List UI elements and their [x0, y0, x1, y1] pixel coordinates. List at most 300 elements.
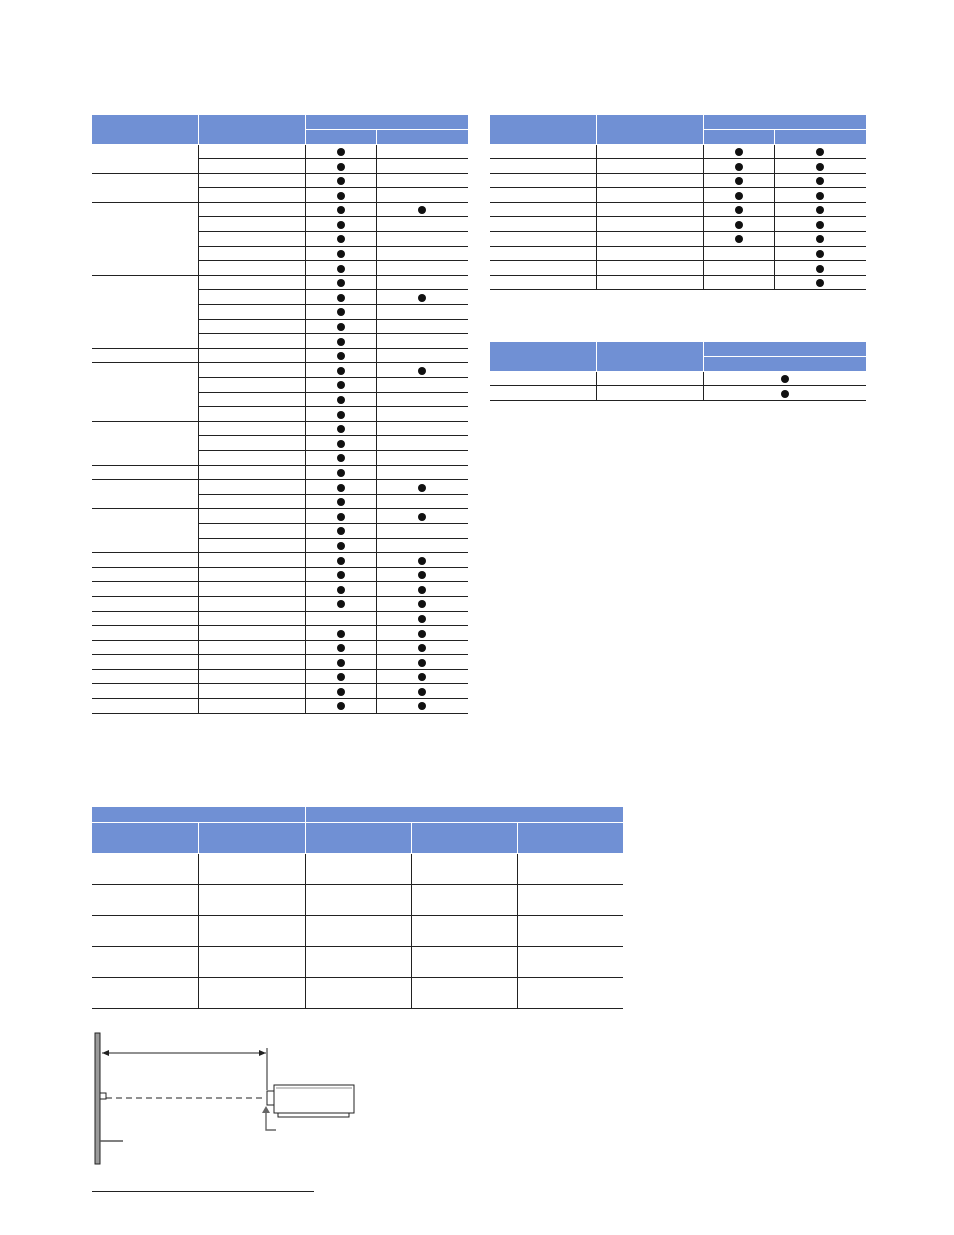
- mark-cell: [376, 392, 468, 407]
- mark-cell: [305, 202, 376, 217]
- header-cell-max: [411, 822, 517, 853]
- distance-value-cell: [517, 915, 623, 946]
- resolution-cell: [198, 348, 305, 363]
- supported-dot-icon: [337, 644, 345, 652]
- distance-value-cell: [92, 853, 198, 884]
- mark-cell: [305, 188, 376, 203]
- table-row: [92, 596, 468, 611]
- distance-value-cell: [305, 915, 411, 946]
- mark-cell: [376, 378, 468, 393]
- resolution-cell: [198, 202, 305, 217]
- signal-name-cell: [92, 363, 198, 421]
- supported-dot-icon: [816, 250, 824, 258]
- table-row: [92, 611, 468, 626]
- signal-name-cell: [92, 582, 198, 597]
- signal-name-cell: [490, 173, 596, 188]
- header-cell-signal: [490, 342, 596, 371]
- mark-cell: [376, 596, 468, 611]
- supported-dot-icon: [337, 192, 345, 200]
- resolution-cell: [198, 159, 305, 174]
- mark-cell: [305, 232, 376, 247]
- distance-value-cell: [198, 884, 305, 915]
- mark-cell: [376, 582, 468, 597]
- supported-dot-icon: [337, 177, 345, 185]
- mark-cell: [376, 319, 468, 334]
- signal-name-cell: [92, 611, 198, 626]
- header-cell-resolution: [596, 115, 703, 144]
- table-row: [490, 144, 866, 159]
- distance-value-cell: [517, 946, 623, 977]
- table-row: [92, 977, 623, 1008]
- supported-dot-icon: [418, 571, 426, 579]
- mark-cell: [305, 494, 376, 509]
- mark-cell: [305, 378, 376, 393]
- supported-dot-icon: [337, 498, 345, 506]
- header-cell-diagonal: [92, 822, 198, 853]
- mark-cell: [305, 173, 376, 188]
- distance-value-cell: [305, 946, 411, 977]
- signal-name-cell: [92, 509, 198, 553]
- mark-cell: [305, 246, 376, 261]
- resolution-cell: [198, 567, 305, 582]
- resolution-cell: [198, 596, 305, 611]
- supported-dot-icon: [337, 659, 345, 667]
- supported-dot-icon: [816, 177, 824, 185]
- table-row: [490, 386, 866, 401]
- mark-cell: [703, 232, 774, 247]
- header-cell-input: [305, 115, 468, 129]
- supported-dot-icon: [337, 688, 345, 696]
- table-row: [92, 421, 468, 436]
- mark-cell: [305, 319, 376, 334]
- resolution-cell: [198, 582, 305, 597]
- mark-cell: [376, 509, 468, 524]
- supported-dot-icon: [337, 484, 345, 492]
- distance-value-cell: [198, 977, 305, 1008]
- supported-dot-icon: [337, 411, 345, 419]
- mark-cell: [376, 699, 468, 714]
- signal-name-cell: [92, 275, 198, 348]
- table-row: [92, 553, 468, 568]
- distance-value-cell: [411, 977, 517, 1008]
- table-row: [92, 946, 623, 977]
- table-row: [92, 884, 623, 915]
- supported-dot-icon: [337, 600, 345, 608]
- resolution-cell: [198, 436, 305, 451]
- distance-value-cell: [411, 946, 517, 977]
- table-row: [490, 246, 866, 261]
- table-body: [92, 144, 468, 713]
- distance-value-cell: [198, 853, 305, 884]
- supported-dot-icon: [337, 440, 345, 448]
- signal-name-cell: [92, 348, 198, 363]
- table-row: [490, 159, 866, 174]
- resolution-cell: [198, 378, 305, 393]
- mark-cell: [376, 305, 468, 320]
- signal-name-cell: [92, 421, 198, 465]
- table-body: [92, 853, 623, 1008]
- table-header: [92, 115, 468, 144]
- mark-cell: [305, 523, 376, 538]
- supported-dot-icon: [418, 586, 426, 594]
- supported-dot-icon: [337, 367, 345, 375]
- table-body: [490, 371, 866, 400]
- table-row: [92, 655, 468, 670]
- supported-dot-icon: [337, 396, 345, 404]
- screen-center-mark: [100, 1093, 106, 1099]
- mark-cell: [376, 436, 468, 451]
- mark-cell: [703, 275, 774, 290]
- distance-arrow-head-right: [259, 1050, 266, 1056]
- mark-cell: [305, 305, 376, 320]
- mark-cell: [376, 611, 468, 626]
- distance-value-cell: [198, 915, 305, 946]
- resolution-cell: [198, 407, 305, 422]
- mark-cell: [305, 553, 376, 568]
- resolution-cell: [198, 261, 305, 276]
- mark-cell: [305, 684, 376, 699]
- mark-cell: [376, 159, 468, 174]
- resolution-cell: [198, 655, 305, 670]
- signal-name-cell: [92, 669, 198, 684]
- supported-dot-icon: [735, 192, 743, 200]
- supported-dot-icon: [418, 484, 426, 492]
- table-row: [490, 261, 866, 276]
- resolution-cell: [596, 202, 703, 217]
- mark-cell: [305, 290, 376, 305]
- resolution-cell: [198, 275, 305, 290]
- table-row: [92, 915, 623, 946]
- mark-cell: [703, 144, 774, 159]
- supported-dot-icon: [337, 206, 345, 214]
- resolution-cell: [596, 275, 703, 290]
- mark-cell: [305, 626, 376, 641]
- mark-cell: [305, 407, 376, 422]
- resolution-cell: [596, 232, 703, 247]
- supported-dot-icon: [735, 235, 743, 243]
- mark-cell: [305, 217, 376, 232]
- mark-cell: [774, 232, 866, 247]
- supported-dot-icon: [337, 323, 345, 331]
- mark-cell: [305, 334, 376, 349]
- resolution-cell: [198, 523, 305, 538]
- resolution-cell: [596, 188, 703, 203]
- mark-cell: [703, 386, 866, 401]
- distance-value-cell: [411, 853, 517, 884]
- supported-dot-icon: [337, 352, 345, 360]
- supported-dot-icon: [781, 390, 789, 398]
- mark-cell: [305, 538, 376, 553]
- table-row: [92, 699, 468, 714]
- supported-dot-icon: [735, 148, 743, 156]
- mark-cell: [305, 261, 376, 276]
- distance-value-cell: [411, 915, 517, 946]
- resolution-cell: [596, 159, 703, 174]
- mark-cell: [376, 275, 468, 290]
- distance-value-cell: [411, 884, 517, 915]
- supported-dot-icon: [735, 221, 743, 229]
- header-cell-input-b: [774, 129, 866, 144]
- projector-body-shape: [274, 1085, 354, 1113]
- mark-cell: [774, 173, 866, 188]
- supported-dot-icon: [418, 513, 426, 521]
- supported-dot-icon: [337, 279, 345, 287]
- resolution-cell: [198, 246, 305, 261]
- supported-dot-icon: [735, 206, 743, 214]
- mark-cell: [305, 669, 376, 684]
- signal-compatibility-table-small: [490, 342, 866, 401]
- table-row: [92, 480, 468, 495]
- mark-cell: [703, 217, 774, 232]
- screen-shape: [95, 1033, 100, 1164]
- supported-dot-icon: [418, 630, 426, 638]
- signal-name-cell: [490, 261, 596, 276]
- header-cell-height-offset: [517, 822, 623, 853]
- signal-name-cell: [490, 202, 596, 217]
- mark-cell: [376, 261, 468, 276]
- header-cell-screen-size: [92, 807, 305, 822]
- supported-dot-icon: [337, 586, 345, 594]
- supported-dot-icon: [337, 513, 345, 521]
- table-row: [92, 640, 468, 655]
- signal-name-cell: [490, 275, 596, 290]
- header-cell-input-a: [703, 129, 774, 144]
- resolution-cell: [198, 188, 305, 203]
- projector-lens-shape: [267, 1091, 274, 1105]
- resolution-cell: [198, 450, 305, 465]
- supported-dot-icon: [816, 221, 824, 229]
- table-row: [92, 173, 468, 188]
- supported-dot-icon: [337, 148, 345, 156]
- mark-cell: [305, 480, 376, 495]
- mark-cell: [305, 640, 376, 655]
- distance-arrow-head-left: [102, 1050, 109, 1056]
- mark-cell: [376, 421, 468, 436]
- resolution-cell: [198, 699, 305, 714]
- resolution-cell: [198, 669, 305, 684]
- mark-cell: [376, 523, 468, 538]
- distance-value-cell: [517, 977, 623, 1008]
- mark-cell: [703, 188, 774, 203]
- resolution-cell: [198, 392, 305, 407]
- mark-cell: [703, 261, 774, 276]
- mark-cell: [774, 188, 866, 203]
- table-row: [92, 626, 468, 641]
- signal-name-cell: [92, 173, 198, 202]
- supported-dot-icon: [337, 250, 345, 258]
- signal-name-cell: [92, 626, 198, 641]
- mark-cell: [305, 159, 376, 174]
- supported-dot-icon: [418, 673, 426, 681]
- supported-dot-icon: [418, 659, 426, 667]
- supported-dot-icon: [816, 206, 824, 214]
- supported-dot-icon: [337, 673, 345, 681]
- resolution-cell: [198, 334, 305, 349]
- signal-name-cell: [92, 465, 198, 480]
- resolution-cell: [198, 173, 305, 188]
- signal-name-cell: [92, 202, 198, 275]
- mark-cell: [376, 450, 468, 465]
- mark-cell: [774, 217, 866, 232]
- supported-dot-icon: [337, 294, 345, 302]
- resolution-cell: [198, 684, 305, 699]
- supported-dot-icon: [337, 338, 345, 346]
- supported-dot-icon: [781, 375, 789, 383]
- supported-dot-icon: [418, 702, 426, 710]
- resolution-cell: [198, 553, 305, 568]
- mark-cell: [305, 655, 376, 670]
- table-row: [490, 371, 866, 386]
- projection-distance-diagram: [90, 1030, 370, 1170]
- resolution-cell: [596, 371, 703, 386]
- table-header: [490, 342, 866, 371]
- signal-name-cell: [490, 386, 596, 401]
- supported-dot-icon: [816, 163, 824, 171]
- mark-cell: [305, 275, 376, 290]
- table-row: [92, 853, 623, 884]
- supported-dot-icon: [418, 367, 426, 375]
- mark-cell: [305, 436, 376, 451]
- signal-name-cell: [490, 217, 596, 232]
- resolution-cell: [198, 480, 305, 495]
- header-cell-min: [305, 822, 411, 853]
- signal-name-cell: [490, 159, 596, 174]
- supported-dot-icon: [337, 308, 345, 316]
- signal-name-cell: [490, 232, 596, 247]
- distance-value-cell: [92, 915, 198, 946]
- resolution-cell: [198, 232, 305, 247]
- resolution-cell: [596, 261, 703, 276]
- mark-cell: [376, 626, 468, 641]
- resolution-cell: [198, 494, 305, 509]
- resolution-cell: [198, 363, 305, 378]
- signal-name-cell: [490, 188, 596, 203]
- distance-value-cell: [198, 946, 305, 977]
- mark-cell: [305, 596, 376, 611]
- signal-name-cell: [92, 640, 198, 655]
- header-cell-input-b: [376, 129, 468, 144]
- supported-dot-icon: [735, 163, 743, 171]
- footnote-rule: [92, 1191, 314, 1192]
- table-row: [92, 567, 468, 582]
- supported-dot-icon: [418, 688, 426, 696]
- mark-cell: [774, 261, 866, 276]
- supported-dot-icon: [337, 221, 345, 229]
- resolution-cell: [198, 305, 305, 320]
- signal-name-cell: [92, 596, 198, 611]
- mark-cell: [305, 392, 376, 407]
- resolution-cell: [198, 509, 305, 524]
- mark-cell: [774, 159, 866, 174]
- resolution-cell: [596, 144, 703, 159]
- table-row: [92, 348, 468, 363]
- distance-value-cell: [305, 853, 411, 884]
- lens-indicator-arrow-head: [262, 1106, 270, 1113]
- mark-cell: [376, 407, 468, 422]
- supported-dot-icon: [337, 571, 345, 579]
- distance-value-cell: [92, 884, 198, 915]
- table-row: [490, 217, 866, 232]
- signal-name-cell: [92, 553, 198, 568]
- mark-cell: [305, 567, 376, 582]
- mark-cell: [376, 567, 468, 582]
- header-cell-input: [703, 115, 866, 129]
- mark-cell: [376, 669, 468, 684]
- mark-cell: [376, 246, 468, 261]
- mark-cell: [703, 371, 866, 386]
- mark-cell: [376, 684, 468, 699]
- mark-cell: [376, 655, 468, 670]
- signal-name-cell: [490, 144, 596, 159]
- mark-cell: [376, 640, 468, 655]
- table-row: [92, 465, 468, 480]
- supported-dot-icon: [337, 163, 345, 171]
- mark-cell: [305, 699, 376, 714]
- distance-value-cell: [92, 977, 198, 1008]
- supported-dot-icon: [337, 235, 345, 243]
- header-cell-input-a: [703, 356, 866, 371]
- header-cell-width-height: [198, 822, 305, 853]
- header-cell-input-a: [305, 129, 376, 144]
- mark-cell: [376, 465, 468, 480]
- supported-dot-icon: [418, 600, 426, 608]
- table-row: [92, 582, 468, 597]
- resolution-cell: [198, 626, 305, 641]
- supported-dot-icon: [735, 177, 743, 185]
- resolution-cell: [198, 290, 305, 305]
- resolution-cell: [198, 611, 305, 626]
- mark-cell: [305, 421, 376, 436]
- resolution-cell: [198, 319, 305, 334]
- table-row: [490, 173, 866, 188]
- mark-cell: [376, 334, 468, 349]
- mark-cell: [376, 538, 468, 553]
- mark-cell: [774, 246, 866, 261]
- mark-cell: [305, 144, 376, 159]
- mark-cell: [703, 246, 774, 261]
- distance-value-cell: [305, 884, 411, 915]
- resolution-cell: [198, 640, 305, 655]
- header-cell-distance: [305, 807, 623, 822]
- resolution-cell: [596, 173, 703, 188]
- resolution-cell: [596, 246, 703, 261]
- supported-dot-icon: [816, 265, 824, 273]
- mark-cell: [376, 348, 468, 363]
- supported-dot-icon: [816, 192, 824, 200]
- mark-cell: [376, 290, 468, 305]
- supported-dot-icon: [418, 557, 426, 565]
- header-cell-resolution: [596, 342, 703, 371]
- distance-value-cell: [517, 884, 623, 915]
- mark-cell: [305, 611, 376, 626]
- header-cell-signal: [92, 115, 198, 144]
- signal-name-cell: [490, 371, 596, 386]
- table-row: [92, 684, 468, 699]
- distance-value-cell: [92, 946, 198, 977]
- signal-name-cell: [92, 699, 198, 714]
- supported-dot-icon: [337, 469, 345, 477]
- projection-distance-table: [92, 807, 623, 1009]
- mark-cell: [376, 202, 468, 217]
- mark-cell: [305, 363, 376, 378]
- table-row: [92, 275, 468, 290]
- supported-dot-icon: [418, 615, 426, 623]
- supported-dot-icon: [337, 702, 345, 710]
- supported-dot-icon: [337, 381, 345, 389]
- distance-value-cell: [305, 977, 411, 1008]
- supported-dot-icon: [418, 644, 426, 652]
- header-cell-input: [703, 342, 866, 356]
